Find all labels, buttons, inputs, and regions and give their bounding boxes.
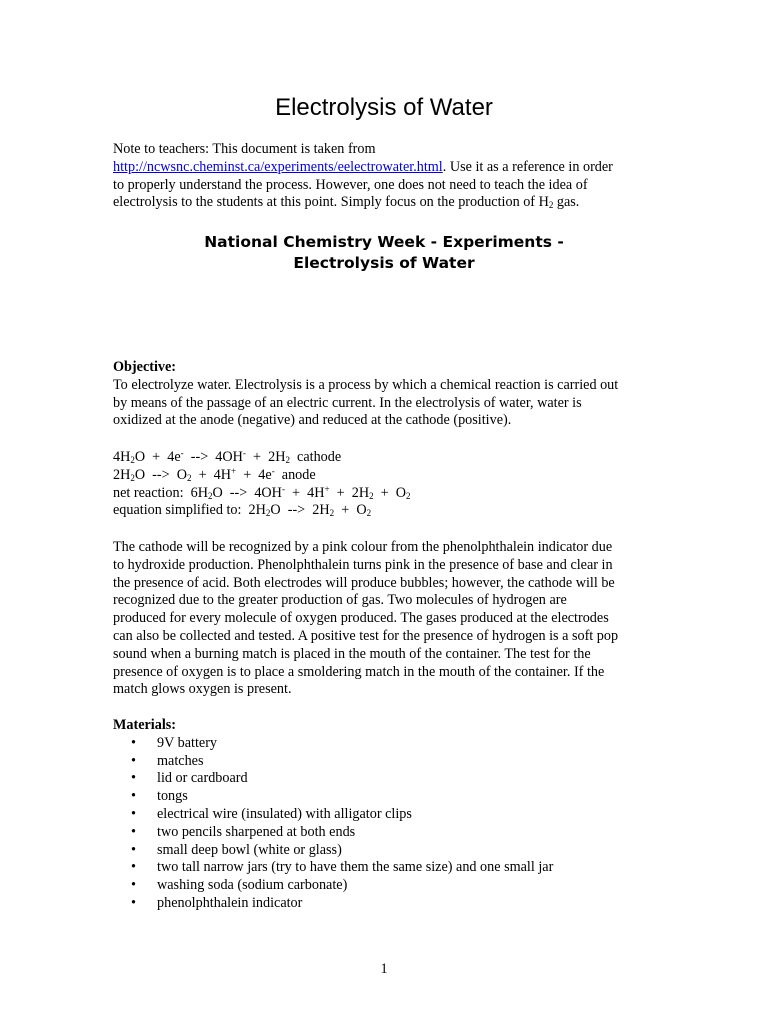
paragraph-line: The cathode will be recognized by a pink colour from the phenolphthalein indicator due [113, 539, 613, 555]
anode-equation [113, 467, 658, 485]
equation-text: anode [274, 466, 316, 483]
section-heading-line-1: National Chemistry Week - Experiments - [204, 233, 564, 251]
bullet-icon: • [131, 770, 136, 787]
count-subscript: 2 [130, 455, 135, 465]
note-line-3: to properly understand the process. However, one does not need to teach the idea of [113, 176, 588, 193]
equation-text: + 4e [236, 466, 272, 483]
bullet-icon: • [131, 823, 136, 840]
bullet-icon: • [131, 734, 136, 751]
count-subscript: 2 [329, 508, 335, 519]
charge-superscript: - [180, 448, 184, 458]
list-item [113, 806, 658, 824]
equation-text: cathode [289, 449, 342, 465]
materials-heading: Materials: [113, 717, 177, 733]
equation-text: + O [373, 484, 407, 501]
list-item-text: tongs [157, 788, 188, 805]
count-subscript: 2 [207, 490, 213, 501]
list-item-text: two tall narrow jars (try to have them the same size) and one small jar [157, 859, 554, 876]
charge-superscript: - [281, 483, 285, 494]
equation-text: + 4H [284, 484, 325, 501]
note-line-1: Note to teachers: This document is taken from [113, 141, 376, 157]
list-item-text: 9V battery [157, 734, 218, 751]
count-subscript: 2 [366, 508, 372, 519]
count-subscript: 2 [285, 455, 290, 465]
list-item [113, 859, 658, 877]
charge-superscript: - [242, 448, 246, 458]
note-line-4-end: gas. [553, 194, 580, 211]
bullet-icon: • [131, 859, 136, 876]
list-item [113, 895, 658, 913]
note-line-2-rest: . Use it as a reference in order [442, 158, 613, 175]
paragraph-line: sound when a burning match is placed in the mouth of the container. The test for the [113, 645, 591, 662]
list-item-text: two pencils sharpened at both ends [157, 823, 356, 840]
equations-section [113, 449, 658, 520]
bullet-icon: • [131, 752, 136, 769]
document-title: Electrolysis of Water [275, 94, 493, 121]
list-item-text: electrical wire (insulated) with alligator clips [157, 805, 412, 822]
list-item [113, 842, 658, 860]
equation-text: + O [334, 502, 367, 519]
charge-superscript: - [271, 465, 275, 476]
equation-text: O + 4e [134, 449, 181, 465]
section-heading-line-2: Electrolysis of Water [293, 254, 475, 272]
objective-line: To electrolyze water. Electrolysis is a process by which a chemical reaction is carried out [113, 376, 619, 393]
list-item [113, 735, 658, 753]
note-subscript: 2 [548, 200, 554, 211]
source-link[interactable]: http://ncwsnc.cheminst.ca/experiments/eelectrowater.html [113, 158, 443, 175]
equation-text: net reaction: 6H [113, 484, 208, 501]
count-subscript: 2 [369, 490, 374, 501]
bullet-icon: • [131, 894, 136, 911]
equation-text: + 2H [245, 449, 286, 465]
count-subscript: 2 [130, 472, 135, 483]
paragraph-line: presence of oxygen is to place a smoldering match in the mouth of the container. If the [113, 663, 605, 680]
note-line-4-text: electrolysis to the students at this point. Simply focus on the production of H [113, 194, 549, 211]
count-subscript: 2 [186, 472, 192, 483]
objective-section [113, 359, 658, 430]
paragraph-line: to hydroxide production. Phenolphthalein turns pink in the presence of base and clear in [113, 556, 613, 573]
bullet-icon: • [131, 877, 136, 894]
equation-text: 2H [113, 466, 131, 483]
objective-line: by means of the passage of an electric current. In the electrolysis of water, water is [113, 394, 582, 411]
explanation-paragraph [113, 539, 658, 699]
count-subscript: 2 [265, 508, 271, 519]
teacher-note [113, 141, 653, 212]
list-item-text: small deep bowl (white or glass) [157, 841, 342, 858]
list-item-text: lid or cardboard [157, 770, 248, 787]
equation-text: equation simplified to: 2H [113, 502, 266, 519]
paragraph-line: the presence of acid. Both electrodes will produce bubbles; however, the cathode will be [113, 574, 615, 591]
list-item-text: matches [157, 752, 204, 769]
bullet-icon: • [131, 805, 136, 822]
note-line-2 [113, 159, 653, 177]
cathode-equation [113, 449, 658, 467]
charge-superscript: + [231, 465, 237, 476]
list-item [113, 770, 658, 788]
list-item [113, 788, 658, 806]
count-subscript: 2 [406, 490, 411, 501]
list-item [113, 753, 658, 771]
objective-heading: Objective: [113, 359, 177, 375]
equation-text: O --> 4OH [212, 484, 282, 501]
materials-list [113, 735, 658, 913]
list-item [113, 824, 658, 842]
section-heading [0, 232, 768, 274]
paragraph-line: match glows oxygen is present. [113, 681, 292, 698]
list-item-text: phenolphthalein indicator [157, 894, 303, 911]
equation-text: + 2H [329, 484, 370, 501]
equation-text: + 4H [191, 466, 232, 483]
simplified-equation [113, 502, 658, 520]
list-item-text: washing soda (sodium carbonate) [157, 877, 348, 894]
equation-text: O --> 2H [270, 502, 330, 519]
objective-line: oxidized at the anode (negative) and reduced at the cathode (positive). [113, 412, 512, 429]
paragraph-line: can also be collected and tested. A positive test for the presence of hydrogen is a soft pop [113, 627, 619, 644]
bullet-icon: • [131, 841, 136, 858]
equation-text: O --> O [134, 466, 187, 483]
equation-text: 4H [113, 449, 131, 465]
equation-text: --> 4OH [183, 449, 243, 465]
note-line-4 [113, 194, 653, 212]
list-item [113, 877, 658, 895]
page-number: 1 [380, 961, 388, 977]
charge-superscript: + [324, 483, 330, 494]
paragraph-line: produced for every molecule of oxygen produced. The gases produced at the electrodes [113, 610, 609, 627]
materials-section [113, 717, 658, 913]
paragraph-line: recognized due to the greater production of gas. Two molecules of hydrogen are [113, 592, 567, 609]
net-reaction-equation [113, 485, 658, 503]
bullet-icon: • [131, 788, 136, 805]
